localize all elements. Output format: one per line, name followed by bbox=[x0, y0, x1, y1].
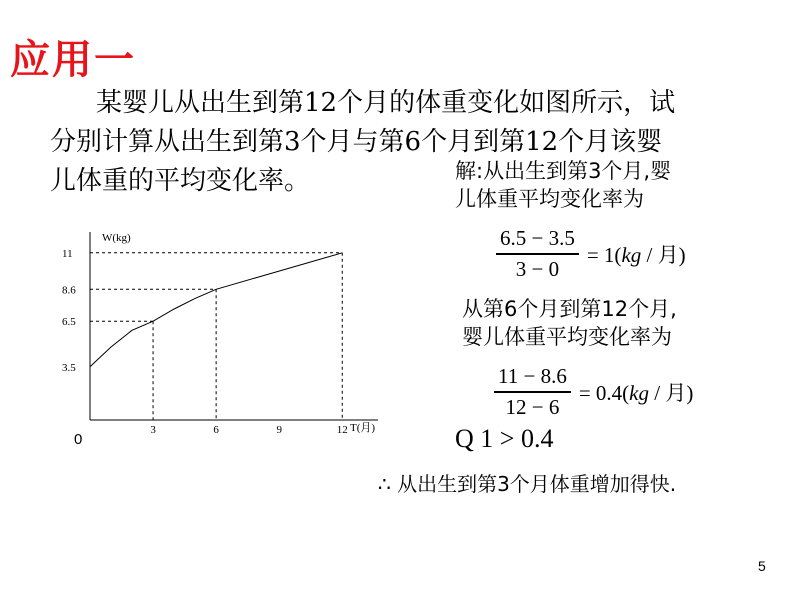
x-tick-label: 3 bbox=[150, 424, 156, 436]
page-title: 应用一 bbox=[10, 37, 136, 83]
y-tick-label: 6.5 bbox=[62, 316, 76, 329]
fraction-1-numerator: 6.5 − 3.5 bbox=[500, 226, 575, 250]
problem-line-2: 分别计算从出生到第3个月与第6个月到第12个月该婴 bbox=[50, 127, 663, 157]
solution-intro-line-1: 解:从出生到第3个月,婴 bbox=[455, 159, 672, 183]
x-tick-label: 6 bbox=[213, 424, 219, 436]
y-tick-label: 11 bbox=[62, 247, 73, 260]
y-tick-label: 8.6 bbox=[62, 284, 76, 297]
fraction-1-result: = 1(kg / 月) bbox=[586, 242, 686, 267]
solution-intro-line-2: 儿体重平均变化率为 bbox=[455, 187, 644, 211]
y-tick-label: 3.5 bbox=[62, 361, 76, 374]
page-number: 5 bbox=[758, 558, 766, 574]
fraction-2-denominator: 12 − 6 bbox=[505, 394, 560, 419]
fraction-1-denominator: 3 − 0 bbox=[515, 256, 560, 281]
y-tick-labels bbox=[62, 248, 76, 374]
dashed-guides bbox=[90, 253, 342, 420]
x-tick-label: 9 bbox=[276, 424, 282, 436]
solution-part-2-line-1: 从第6个月到第12个月, bbox=[462, 297, 677, 321]
fraction-2-numerator: 11 − 8.6 bbox=[498, 364, 567, 388]
x-tick-label: 12 bbox=[336, 424, 348, 436]
solution-part-2-line-2: 婴儿体重平均变化率为 bbox=[462, 325, 672, 349]
fraction-2-result: = 0.4(kg / 月) bbox=[578, 380, 694, 405]
problem-line-3: 儿体重的平均变化率。 bbox=[50, 166, 311, 196]
problem-line-1: 某婴儿从出生到第12个月的体重变化如图所示，试 bbox=[96, 88, 676, 118]
x-axis-label: T(月) bbox=[350, 422, 376, 434]
y-axis-label: W(kg) bbox=[102, 232, 131, 244]
conclusion: ∴ 从出生到第3个月体重增加得快. bbox=[378, 472, 677, 496]
x-tick-labels bbox=[150, 424, 347, 436]
comparison-statement: Q 1 > 0.4 bbox=[455, 424, 554, 453]
origin-label: 0 bbox=[74, 431, 83, 448]
